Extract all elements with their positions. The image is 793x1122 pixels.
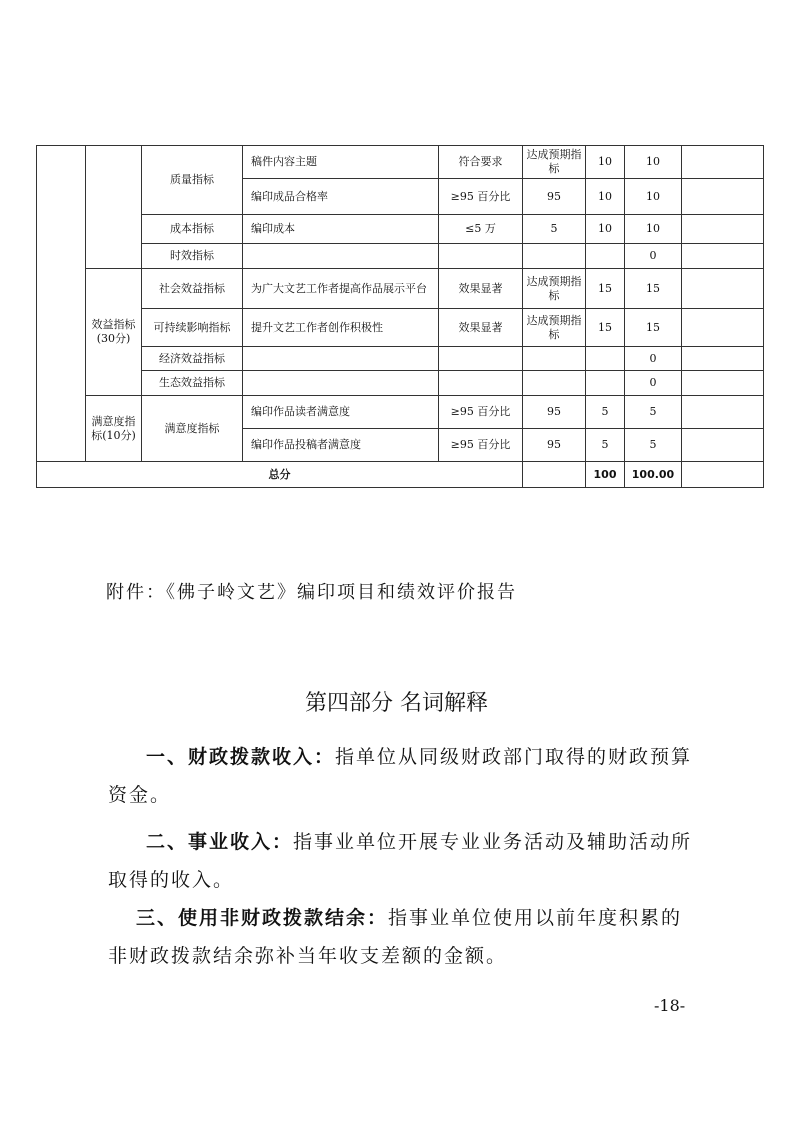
level2-cell: 质量指标 xyxy=(142,146,243,215)
table-row xyxy=(37,396,764,429)
actual-cell xyxy=(523,462,586,488)
score-cell: 15 xyxy=(625,269,682,309)
weight-cell: 15 xyxy=(586,269,625,309)
definition-term: 二、事业收入： xyxy=(146,831,294,853)
level3-cell: 为广大文艺工作者提高作品展示平台 xyxy=(243,269,439,309)
actual-cell: 95 xyxy=(523,396,586,429)
target-cell: ≤5 万 xyxy=(439,215,523,244)
score-cell: 0 xyxy=(625,371,682,396)
score-cell: 0 xyxy=(625,244,682,269)
level1b-cell xyxy=(86,146,142,269)
section-title: 第四部分 名词解释 xyxy=(305,691,488,716)
weight-cell xyxy=(586,371,625,396)
level2-cell: 经济效益指标 xyxy=(142,347,243,371)
score-cell: 5 xyxy=(625,396,682,429)
target-cell xyxy=(439,371,523,396)
table-row xyxy=(37,347,764,371)
note-cell xyxy=(682,429,764,462)
target-cell: ≥95 百分比 xyxy=(439,179,523,215)
level3-cell: 编印作品读者满意度 xyxy=(243,396,439,429)
definition-text: 指事业单位使用以前年度积累的非财政拨款结余弥补当年收支差额的金额。 xyxy=(108,907,683,967)
level1-cell xyxy=(37,146,86,462)
page-number: -18- xyxy=(654,996,686,1015)
actual-cell: 达成预期指标 xyxy=(523,269,586,309)
note-cell xyxy=(682,179,764,215)
actual-cell xyxy=(523,244,586,269)
level2-cell: 满意度指标 xyxy=(142,396,243,462)
weight-cell: 5 xyxy=(586,396,625,429)
definition-paragraph xyxy=(108,823,693,899)
actual-cell: 达成预期指标 xyxy=(523,146,586,179)
level2-cell: 生态效益指标 xyxy=(142,371,243,396)
note-cell xyxy=(682,215,764,244)
total-label: 总分 xyxy=(37,462,523,488)
attachment-line: 附件：《佛子岭文艺》编印项目和绩效评价报告 xyxy=(106,582,517,603)
note-cell xyxy=(682,396,764,429)
level1-cell: 满意度指标(10分) xyxy=(86,396,142,462)
level2-cell: 社会效益指标 xyxy=(142,269,243,309)
level2-cell: 时效指标 xyxy=(142,244,243,269)
level2-cell: 成本指标 xyxy=(142,215,243,244)
target-cell: ≥95 百分比 xyxy=(439,429,523,462)
table-row xyxy=(37,371,764,396)
score-cell: 10 xyxy=(625,179,682,215)
level3-cell: 编印成本 xyxy=(243,215,439,244)
level1-cell: 效益指标(30分) xyxy=(86,269,142,396)
weight-cell: 10 xyxy=(586,179,625,215)
actual-cell xyxy=(523,371,586,396)
note-cell xyxy=(682,462,764,488)
total-score: 100.00 xyxy=(625,462,682,488)
note-cell xyxy=(682,309,764,347)
total-weight: 100 xyxy=(586,462,625,488)
note-cell xyxy=(682,269,764,309)
target-cell: ≥95 百分比 xyxy=(439,396,523,429)
target-cell: 符合要求 xyxy=(439,146,523,179)
definition-paragraph xyxy=(108,738,693,814)
level3-cell: 稿件内容主题 xyxy=(243,146,439,179)
weight-cell: 10 xyxy=(586,215,625,244)
weight-cell xyxy=(586,244,625,269)
actual-cell: 5 xyxy=(523,215,586,244)
note-cell xyxy=(682,146,764,179)
score-cell: 15 xyxy=(625,309,682,347)
score-cell: 10 xyxy=(625,215,682,244)
table-row xyxy=(37,309,764,347)
level2-cell: 可持续影响指标 xyxy=(142,309,243,347)
level3-cell: 编印成品合格率 xyxy=(243,179,439,215)
total-row xyxy=(37,462,764,488)
performance-table xyxy=(36,145,764,488)
target-cell xyxy=(439,244,523,269)
note-cell xyxy=(682,371,764,396)
level3-cell xyxy=(243,347,439,371)
definition-term: 三、使用非财政拨款结余： xyxy=(136,907,389,929)
definition-text: 指单位从同级财政部门取得的财政预算资金。 xyxy=(108,746,693,806)
score-cell: 10 xyxy=(625,146,682,179)
table-row xyxy=(37,269,764,309)
level3-cell xyxy=(243,371,439,396)
level3-cell: 提升文艺工作者创作积极性 xyxy=(243,309,439,347)
score-cell: 5 xyxy=(625,429,682,462)
definition-text: 指事业单位开展专业业务活动及辅助活动所取得的收入。 xyxy=(108,831,693,891)
actual-cell: 95 xyxy=(523,179,586,215)
weight-cell: 15 xyxy=(586,309,625,347)
actual-cell: 95 xyxy=(523,429,586,462)
definition-paragraph xyxy=(108,899,693,975)
target-cell: 效果显著 xyxy=(439,309,523,347)
weight-cell: 10 xyxy=(586,146,625,179)
table-row xyxy=(37,146,764,179)
target-cell xyxy=(439,347,523,371)
score-cell: 0 xyxy=(625,347,682,371)
weight-cell: 5 xyxy=(586,429,625,462)
level3-cell: 编印作品投稿者满意度 xyxy=(243,429,439,462)
actual-cell xyxy=(523,347,586,371)
table-row xyxy=(37,215,764,244)
table-row xyxy=(37,244,764,269)
note-cell xyxy=(682,244,764,269)
actual-cell: 达成预期指标 xyxy=(523,309,586,347)
weight-cell xyxy=(586,347,625,371)
note-cell xyxy=(682,347,764,371)
definition-term: 一、财政拨款收入： xyxy=(146,746,336,768)
level3-cell xyxy=(243,244,439,269)
target-cell: 效果显著 xyxy=(439,269,523,309)
